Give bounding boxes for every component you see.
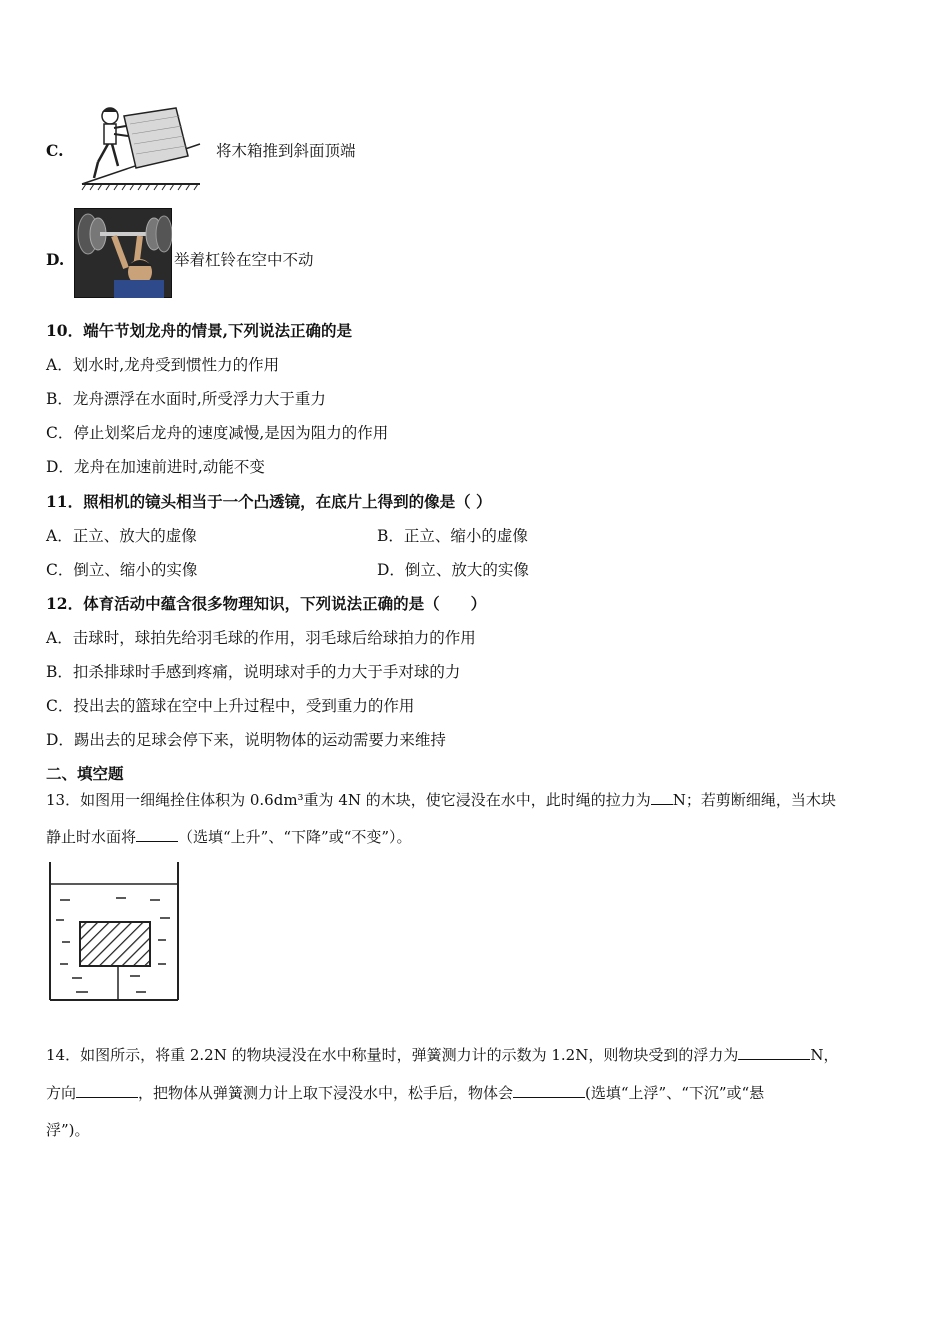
q11-option-d: D．倒立、放大的实像 [377, 561, 529, 579]
q12-option-c: C．投出去的篮球在空中上升过程中，受到重力的作用 [46, 697, 415, 715]
q10-option-d: D．龙舟在加速前进时,动能不变 [46, 458, 265, 476]
q9-option-d-letter: D. [46, 250, 65, 269]
q13-text-2a: 静止时水面将 [46, 828, 137, 846]
q12-stem: 12．体育活动中蕴含很多物理知识，下列说法正确的是（ ） [46, 594, 487, 613]
q10-option-a: A．划水时,龙舟受到惯性力的作用 [46, 356, 280, 374]
q11-stem: 11．照相机的镜头相当于一个凸透镜，在底片上得到的像是（ ） [46, 492, 492, 511]
q13-blank-1 [651, 789, 673, 805]
q14-text-2a: 方向 [46, 1084, 77, 1102]
q11-option-c: C．倒立、缩小的实像 [46, 561, 198, 579]
q14-line-1 [46, 1044, 839, 1065]
q14-text-1b: N， [810, 1046, 839, 1064]
q9-option-d-text: 举着杠铃在空中不动 [174, 251, 314, 269]
q13-line-2 [46, 826, 412, 847]
section-title-fill-in: 二、填空题 [46, 764, 124, 783]
q14-line-3: 浮”)。 [46, 1121, 90, 1139]
q14-blank-3 [513, 1082, 585, 1098]
weightlifter-photo [74, 208, 172, 298]
q12-option-a: A．击球时，球拍先给羽毛球的作用，羽毛球后给球拍力的作用 [46, 629, 476, 647]
q9-option-c-letter: C. [46, 141, 64, 160]
person-pushing-box-illustration [80, 104, 204, 192]
q13-text-1b: N；若剪断细绳，当木块 [672, 791, 836, 809]
container-block-figure [46, 860, 182, 1006]
q11-option-b: B．正立、缩小的虚像 [377, 527, 528, 545]
q13-text-2b: （选填“上升”、“下降”或“不变”）。 [178, 828, 412, 846]
q12-option-d: D．踢出去的足球会停下来，说明物体的运动需要力来维持 [46, 731, 446, 749]
q9-option-c-text: 将木箱推到斜面顶端 [216, 142, 356, 160]
q10-option-c: C．停止划桨后龙舟的速度减慢,是因为阻力的作用 [46, 424, 389, 442]
q14-text-2c: (选填“上浮”、“下沉”或“悬 [585, 1084, 765, 1102]
q14-blank-1 [738, 1044, 810, 1060]
q13-line-1 [46, 789, 836, 810]
q11-option-a: A．正立、放大的虚像 [46, 527, 197, 545]
q10-option-b: B．龙舟漂浮在水面时,所受浮力大于重力 [46, 390, 326, 408]
q10-stem: 10．端午节划龙舟的情景,下列说法正确的是 [46, 321, 352, 340]
q13-blank-2 [136, 826, 178, 842]
q14-blank-2 [76, 1082, 138, 1098]
q14-text-1a: 14．如图所示，将重 2.2N 的物块浸没在水中称量时，弹簧测力计的示数为 1.2N，则物块受到的浮力为 [46, 1046, 739, 1064]
q12-option-b: B．扣杀排球时手感到疼痛，说明球对手的力大于手对球的力 [46, 663, 461, 681]
q13-text-1a: 13．如图用一细绳拴住体积为 0.6dm³重为 4N 的木块，使它浸没在水中，此时绳的拉力为 [46, 791, 651, 809]
q14-text-2b: ，把物体从弹簧测力计上取下浸没水中，松手后，物体会 [138, 1084, 514, 1102]
q14-line-2 [46, 1082, 764, 1103]
